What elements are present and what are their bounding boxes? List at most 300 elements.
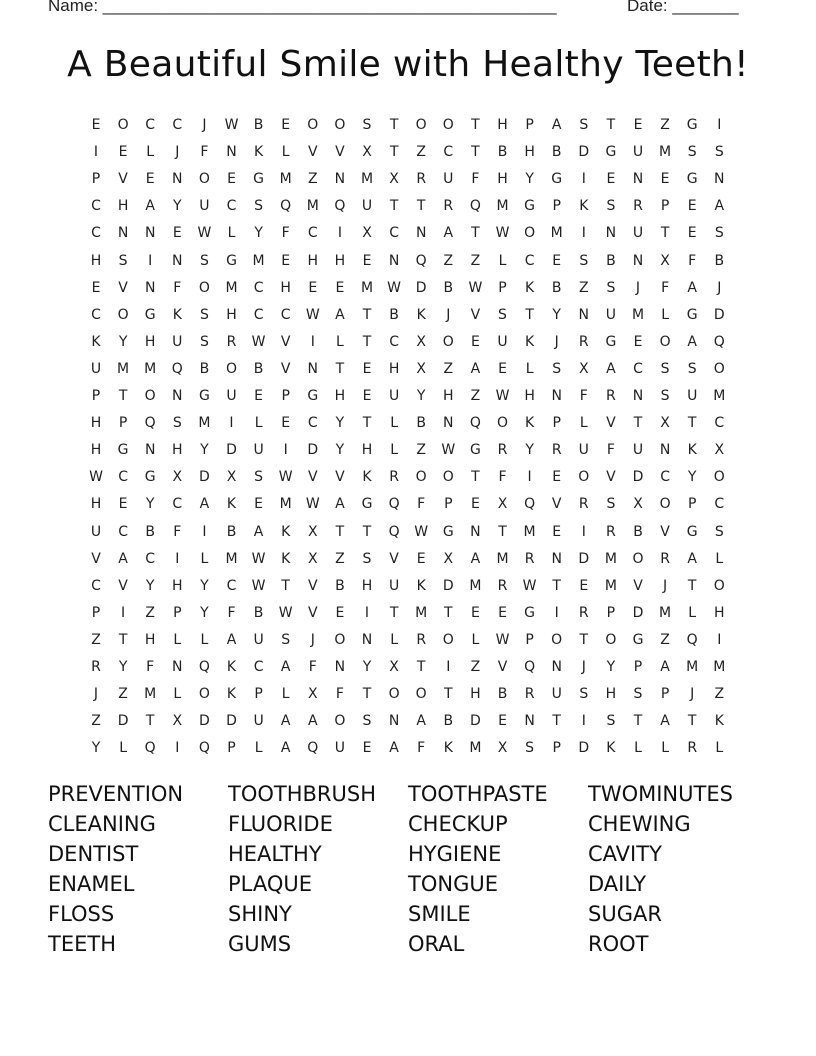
grid-letter: N <box>144 225 156 242</box>
grid-letter: G <box>442 523 454 540</box>
grid-letter: M <box>496 198 509 215</box>
grid-letter: E <box>281 117 291 133</box>
grid-letter: L <box>281 144 290 161</box>
grid-letter: P <box>281 388 290 404</box>
grid-letter: X <box>579 360 589 377</box>
grid-letter: V <box>335 469 345 486</box>
grid-letter: X <box>416 360 426 377</box>
grid-letter: Z <box>470 659 481 675</box>
grid-letter: W <box>441 442 456 459</box>
grid-letter: T <box>416 198 426 215</box>
grid-letter: O <box>415 469 427 486</box>
grid-letter: V <box>91 550 101 567</box>
grid-letter: D <box>713 306 725 323</box>
grid-letter: Z <box>714 686 725 703</box>
grid-letter: T <box>471 144 480 161</box>
grid-letter: E <box>362 388 372 404</box>
grid-letter: T <box>498 523 507 540</box>
grid-letter: U <box>551 686 562 703</box>
grid-letter: U <box>90 360 102 377</box>
grid-letter: Z <box>660 631 670 648</box>
grid-letter: C <box>145 550 156 567</box>
grid-letter: I <box>337 225 342 242</box>
grid-letter: H <box>470 686 481 703</box>
grid-letter: R <box>578 496 589 513</box>
grid-letter: O <box>144 388 156 404</box>
grid-letter: S <box>579 117 589 133</box>
grid-letter: B <box>253 117 264 133</box>
grid-letter: N <box>334 659 346 675</box>
grid-letter: V <box>606 415 616 432</box>
grid-letter: F <box>471 171 480 188</box>
grid-letter: L <box>498 252 507 269</box>
grid-letter: C <box>524 252 535 269</box>
grid-letter: E <box>470 496 480 513</box>
grid-letter: Z <box>443 360 454 377</box>
grid-letter: M <box>604 577 617 594</box>
word-bank-item: SUGAR <box>588 902 662 926</box>
grid-letter: Q <box>144 740 156 757</box>
grid-letter: I <box>717 117 722 133</box>
grid-letter: T <box>471 469 480 486</box>
grid-letter: V <box>633 577 643 594</box>
grid-letter: E <box>145 171 155 188</box>
grid-letter: D <box>578 740 590 757</box>
word-bank-item: CAVITY <box>588 842 662 866</box>
grid-letter: A <box>660 713 670 730</box>
grid-letter: D <box>578 144 590 161</box>
grid-letter: L <box>715 550 724 567</box>
grid-letter: L <box>390 415 398 432</box>
grid-letter: H <box>334 388 346 404</box>
grid-letter: C <box>118 523 128 540</box>
word-bank-item: PREVENTION <box>48 782 184 806</box>
grid-letter: W <box>197 225 212 242</box>
grid-letter: I <box>148 252 153 269</box>
grid-letter: B <box>551 144 562 161</box>
grid-letter: P <box>498 279 507 296</box>
grid-letter: B <box>416 415 426 432</box>
grid-letter: Y <box>335 442 345 459</box>
grid-letter: B <box>145 523 155 540</box>
grid-letter: U <box>90 523 102 540</box>
grid-letter: W <box>251 550 266 567</box>
grid-letter: P <box>91 604 101 621</box>
grid-letter: D <box>470 713 481 730</box>
grid-letter: C <box>633 360 643 377</box>
grid-letter: I <box>121 604 126 621</box>
grid-letter: M <box>360 279 374 296</box>
grid-letter: I <box>310 333 315 350</box>
grid-letter: A <box>687 279 697 296</box>
grid-letter: E <box>335 604 345 621</box>
grid-letter: D <box>226 442 237 459</box>
grid-letter: O <box>225 360 238 377</box>
grid-letter: Z <box>660 117 670 133</box>
grid-letter: O <box>659 333 671 350</box>
grid-letter: O <box>713 577 725 594</box>
grid-letter: F <box>173 523 182 540</box>
grid-letter: A <box>470 360 481 377</box>
grid-letter: L <box>715 740 724 757</box>
grid-letter: Z <box>443 252 454 269</box>
grid-letter: Z <box>118 686 128 703</box>
grid-letter: Y <box>525 442 534 459</box>
grid-letter: D <box>415 279 427 296</box>
grid-letter: N <box>443 415 454 432</box>
grid-letter: L <box>688 604 697 621</box>
word-bank-item: GUMS <box>228 932 292 956</box>
grid-letter: L <box>471 631 480 648</box>
grid-letter: K <box>579 198 589 215</box>
grid-letter: F <box>146 659 155 675</box>
grid-letter: G <box>226 252 237 269</box>
grid-letter: O <box>632 550 644 567</box>
grid-letter: N <box>388 713 400 730</box>
grid-letter: R <box>660 550 670 567</box>
grid-letter: T <box>579 631 589 648</box>
grid-letter: S <box>714 144 724 161</box>
grid-letter: M <box>523 523 536 540</box>
grid-letter: V <box>389 550 399 567</box>
grid-letter: J <box>690 686 695 703</box>
grid-letter: D <box>199 713 210 730</box>
word-bank-item: PLAQUE <box>228 872 313 896</box>
grid-letter: O <box>198 686 210 703</box>
grid-letter: L <box>634 740 642 757</box>
grid-letter: S <box>552 360 562 377</box>
word-bank-item: ROOT <box>588 932 649 956</box>
grid-letter: K <box>281 550 291 567</box>
grid-letter: T <box>362 415 372 432</box>
grid-letter: N <box>144 279 156 296</box>
grid-letter: P <box>552 198 561 215</box>
grid-letter: V <box>118 577 128 594</box>
grid-letter: H <box>361 442 373 459</box>
grid-letter: Q <box>198 659 210 675</box>
grid-letter: M <box>659 604 672 621</box>
grid-letter: X <box>172 469 183 486</box>
word-bank-item: HYGIENE <box>408 842 502 866</box>
grid-letter: X <box>660 415 670 432</box>
grid-letter: T <box>118 388 128 404</box>
grid-letter: K <box>525 279 535 296</box>
grid-letter: S <box>606 279 616 296</box>
grid-letter: U <box>172 333 183 350</box>
grid-letter: T <box>362 523 372 540</box>
grid-letter: I <box>717 631 722 648</box>
grid-letter: O <box>334 631 346 648</box>
grid-letter: G <box>686 306 698 323</box>
grid-letter: D <box>199 469 210 486</box>
word-bank-item: DAILY <box>588 872 647 896</box>
grid-letter: H <box>280 279 291 296</box>
grid-letter: R <box>497 577 508 594</box>
grid-letter: D <box>442 577 454 594</box>
grid-letter: W <box>305 306 320 323</box>
grid-letter: X <box>362 144 372 161</box>
grid-letter: E <box>498 360 507 377</box>
grid-letter: Y <box>200 577 209 594</box>
grid-letter: S <box>118 252 128 269</box>
grid-letter: X <box>362 225 372 242</box>
grid-letter: N <box>172 252 183 269</box>
word-bank-item: TONGUE <box>408 872 498 896</box>
grid-letter: R <box>606 388 616 404</box>
grid-letter: A <box>118 550 128 567</box>
grid-letter: T <box>362 686 372 703</box>
word-bank-item: ENAMEL <box>48 872 135 896</box>
grid-letter: X <box>389 171 399 188</box>
grid-letter: U <box>253 713 264 730</box>
grid-letter: S <box>362 713 372 730</box>
grid-letter: O <box>388 686 400 703</box>
grid-letter: O <box>442 333 454 350</box>
grid-letter: T <box>633 713 643 730</box>
grid-letter: E <box>362 360 372 377</box>
grid-letter: C <box>91 577 101 594</box>
grid-letter: J <box>717 279 722 296</box>
grid-letter: V <box>118 279 128 296</box>
grid-letter: C <box>660 469 670 486</box>
grid-letter: I <box>527 469 532 486</box>
grid-letter: F <box>173 279 182 296</box>
grid-letter: E <box>660 171 670 188</box>
grid-letter: U <box>687 388 698 404</box>
grid-letter: Y <box>416 388 426 404</box>
grid-letter: B <box>633 523 643 540</box>
grid-letter: H <box>144 333 156 350</box>
grid-letter: E <box>281 415 291 432</box>
grid-letter: K <box>714 713 724 730</box>
grid-letter: P <box>660 198 670 215</box>
grid-letter: G <box>551 171 563 188</box>
grid-letter: I <box>229 415 234 432</box>
grid-letter: I <box>581 523 586 540</box>
grid-letter: W <box>468 279 483 296</box>
grid-letter: C <box>91 306 101 323</box>
grid-letter: F <box>200 144 209 161</box>
grid-letter: U <box>443 171 454 188</box>
grid-letter: A <box>199 496 210 513</box>
grid-letter: V <box>606 469 616 486</box>
grid-letter: E <box>498 604 507 621</box>
grid-letter: T <box>660 225 670 242</box>
grid-letter: T <box>145 713 155 730</box>
grid-letter: L <box>200 550 209 567</box>
grid-letter: M <box>496 550 509 567</box>
grid-letter: S <box>254 198 264 215</box>
grid-letter: E <box>91 117 101 133</box>
grid-letter: M <box>306 198 319 215</box>
grid-letter: K <box>172 306 182 323</box>
grid-letter: H <box>497 117 508 133</box>
grid-letter: U <box>226 388 237 404</box>
grid-letter: O <box>307 117 319 133</box>
grid-letter: A <box>335 306 345 323</box>
grid-letter: B <box>226 523 237 540</box>
grid-letter: P <box>687 496 697 513</box>
grid-letter: G <box>686 523 698 540</box>
grid-letter: Y <box>335 415 345 432</box>
grid-letter: W <box>495 225 510 242</box>
grid-letter: Q <box>280 198 292 215</box>
grid-letter: L <box>661 306 669 323</box>
grid-letter: W <box>495 631 510 648</box>
grid-letter: Q <box>686 631 698 648</box>
grid-letter: G <box>144 306 156 323</box>
grid-letter: E <box>254 496 264 513</box>
grid-letter: H <box>388 360 400 377</box>
grid-letter: H <box>497 171 508 188</box>
grid-letter: E <box>633 333 643 350</box>
grid-letter: P <box>91 171 101 188</box>
grid-letter: T <box>389 604 399 621</box>
grid-letter: L <box>173 686 182 703</box>
word-bank-item: SMILE <box>408 902 471 926</box>
grid-letter: H <box>90 442 102 459</box>
grid-letter: I <box>175 550 180 567</box>
grid-letter: G <box>144 469 156 486</box>
grid-letter: S <box>660 360 670 377</box>
grid-letter: C <box>389 333 399 350</box>
grid-letter: R <box>497 442 508 459</box>
grid-letter: H <box>90 496 102 513</box>
grid-letter: Y <box>687 469 697 486</box>
grid-letter: E <box>416 550 426 567</box>
grid-letter: C <box>226 577 237 594</box>
grid-letter: N <box>470 523 481 540</box>
word-bank-item: CHECKUP <box>408 812 508 836</box>
grid-letter: P <box>91 388 101 404</box>
grid-letter: F <box>579 388 588 404</box>
grid-letter: P <box>118 415 128 432</box>
grid-letter: K <box>687 442 697 459</box>
grid-letter: J <box>93 686 99 703</box>
grid-letter: Z <box>91 713 101 730</box>
grid-letter: C <box>172 117 183 133</box>
grid-letter: J <box>175 144 180 161</box>
grid-letter: A <box>226 631 237 648</box>
grid-letter: K <box>226 659 237 675</box>
grid-letter: A <box>443 225 454 242</box>
page-title: A Beautiful Smile with Healthy Teeth! <box>67 44 749 85</box>
grid-letter: B <box>606 252 616 269</box>
grid-letter: D <box>578 550 590 567</box>
grid-letter: D <box>117 713 129 730</box>
grid-letter: C <box>172 496 183 513</box>
grid-letter: T <box>687 577 697 594</box>
grid-letter: X <box>308 550 318 567</box>
grid-letter: A <box>687 333 697 350</box>
grid-letter: J <box>202 117 207 133</box>
grid-letter: U <box>334 740 346 757</box>
grid-letter: G <box>632 631 644 648</box>
grid-letter: N <box>551 659 562 675</box>
grid-letter: X <box>497 740 508 757</box>
grid-letter: N <box>361 631 373 648</box>
grid-letter: M <box>469 577 482 594</box>
grid-letter: T <box>687 415 697 432</box>
grid-letter: X <box>389 659 399 675</box>
grid-letter: U <box>632 225 644 242</box>
grid-letter: P <box>525 631 534 648</box>
grid-letter: E <box>281 252 291 269</box>
grid-letter: M <box>631 306 645 323</box>
grid-letter: K <box>362 469 372 486</box>
grid-letter: W <box>522 577 537 594</box>
grid-letter: S <box>687 144 697 161</box>
grid-letter: H <box>172 442 183 459</box>
grid-letter: O <box>496 415 509 432</box>
grid-letter: B <box>253 360 264 377</box>
grid-letter: G <box>605 144 617 161</box>
grid-letter: S <box>714 523 724 540</box>
grid-letter: N <box>307 360 319 377</box>
grid-letter: L <box>200 631 209 648</box>
grid-letter: R <box>578 604 589 621</box>
date-field-label: Date: _______ <box>627 0 739 15</box>
grid-letter: V <box>308 577 318 594</box>
grid-letter: M <box>360 171 374 188</box>
grid-letter: S <box>172 415 182 432</box>
grid-letter: A <box>280 740 291 757</box>
grid-letter: S <box>254 469 264 486</box>
grid-letter: O <box>198 171 210 188</box>
grid-letter: G <box>469 442 481 459</box>
grid-letter: E <box>687 225 697 242</box>
grid-letter: T <box>389 198 399 215</box>
grid-letter: B <box>443 713 454 730</box>
grid-letter: O <box>713 360 725 377</box>
grid-letter: O <box>117 117 129 133</box>
grid-letter: P <box>606 604 616 621</box>
grid-letter: N <box>632 252 644 269</box>
grid-letter: S <box>606 713 616 730</box>
grid-letter: P <box>525 117 534 133</box>
grid-letter: F <box>606 442 615 459</box>
grid-letter: Q <box>198 740 210 757</box>
grid-letter: J <box>635 279 641 296</box>
grid-letter: T <box>444 604 453 621</box>
grid-letter: N <box>659 442 671 459</box>
grid-letter: Z <box>308 171 318 188</box>
grid-letter: X <box>660 252 670 269</box>
grid-letter: C <box>253 306 264 323</box>
grid-letter: F <box>688 252 697 269</box>
grid-letter: M <box>415 604 428 621</box>
grid-letter: Y <box>362 659 372 675</box>
grid-letter: E <box>552 523 562 540</box>
grid-letter: U <box>632 144 644 161</box>
grid-letter: B <box>443 279 454 296</box>
grid-letter: Q <box>469 415 481 432</box>
grid-letter: P <box>173 604 182 621</box>
grid-letter: E <box>91 279 101 296</box>
grid-letter: E <box>498 713 507 730</box>
word-bank-item: ORAL <box>408 932 465 956</box>
grid-letter: Q <box>334 198 346 215</box>
grid-letter: C <box>280 306 291 323</box>
grid-letter: L <box>173 631 182 648</box>
grid-letter: M <box>659 144 672 161</box>
grid-letter: Y <box>118 659 128 675</box>
grid-letter: W <box>305 496 320 513</box>
word-bank-item: HEALTHY <box>228 842 322 866</box>
grid-letter: E <box>172 225 182 242</box>
grid-letter: Z <box>145 604 155 621</box>
grid-letter: N <box>714 171 725 188</box>
